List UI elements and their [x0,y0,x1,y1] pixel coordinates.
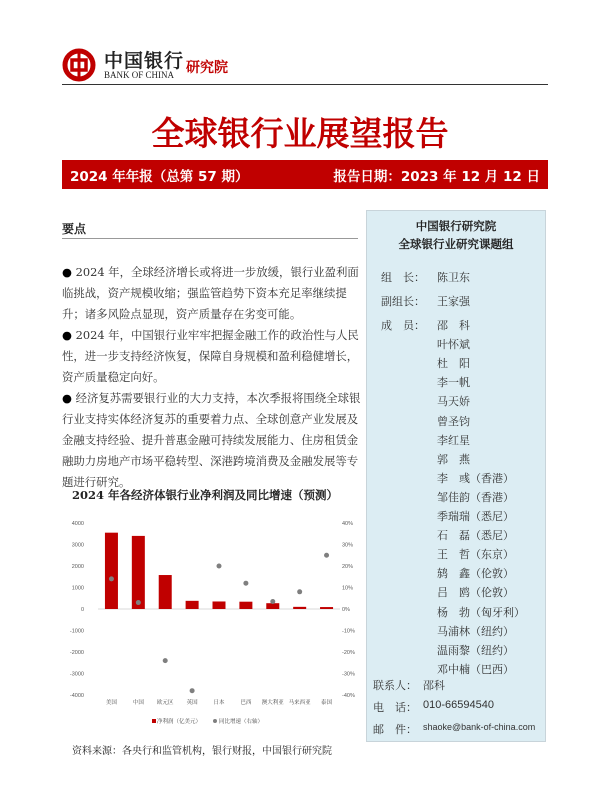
point-yoy-growth [217,564,222,569]
point-yoy-growth [163,658,168,663]
phone-label: 电 话： [373,701,417,714]
key-point: ● 2024 年，中国银行业牢牢把握金融工作的政治性与人民性，进一步支持经济恢复，保障自身规模和盈利稳健增长，资产质量稳定向好。 [62,328,359,384]
bar-net-profit [105,533,118,609]
y-right-tick: 20% [342,564,354,570]
member-name: 李 彧（香港） [437,471,514,485]
deputy-name: 王家强 [437,295,470,308]
contact-label: 联系人： [373,679,417,692]
legend-swatch-bar [152,719,156,723]
legend-label: 同比增速（右轴） [219,719,264,725]
profit-chart [60,510,360,735]
member-name: 石 磊（悉尼） [437,529,514,543]
x-tick: 泰国 [321,700,333,706]
source-note: 资料来源：各央行和监管机构，银行财报，中国银行研究院 [72,746,332,757]
phone-number: 010-66594540 [423,699,494,711]
point-yoy-growth [324,553,329,558]
y-right-tick: 0% [342,607,350,613]
y-right-tick: -30% [342,671,355,678]
y-left-tick: 1000 [71,585,84,592]
y-left-tick: 0 [80,607,84,613]
issue-label: 2024 年年报（总第 57 期） [70,168,249,185]
report-title: 全球银行业展望报告 [151,114,449,153]
header-divider [62,84,548,85]
member-name: 李一帆 [437,376,470,390]
key-point: ● 经济复苏需要银行业的大力支持，本次季报将围绕全球银行业支持实体经济复苏的重要着力点、全球创意产业发展及金融支持经验、提升普惠金融可持续发展能力、住房租赁金融助力房地产市场平稳转型、深港跨境消费及金融发展等专题进行研究。 [62,391,361,489]
email-label: 邮 件： [373,723,417,736]
x-tick: 巴西 [240,700,252,706]
member-name: 马天娇 [437,395,470,409]
logo-cn-name: 中国银行 [104,50,185,72]
member-name: 叶怀斌 [437,338,470,352]
member-name: 邵 科 [437,319,470,332]
key-point: ● 2024 年，全球经济增长或将进一步放缓，银行业盈利面临挑战，资产规模收缩；强监管趋势下资本充足率继续提升；诸多风险点显现，资产质量存在劣变可能。 [62,265,359,321]
member-name: 李红星 [437,433,470,447]
x-tick: 欧元区 [156,700,174,706]
bar-net-profit [159,575,172,609]
member-name: 郭 燕 [437,452,470,466]
key-points-divider [62,238,358,239]
member-name: 邓中楠（巴西） [437,662,514,676]
y-left-tick: -1000 [69,628,84,635]
y-left-tick: -2000 [69,650,84,656]
bar-net-profit [213,601,226,609]
point-yoy-growth [136,600,141,605]
member-name: 鸫 鑫（伦敦） [437,567,514,581]
y-right-tick: -10% [342,628,355,635]
email-link[interactable]: shaoke@bank-of-china.com [423,722,536,732]
y-left-tick: 4000 [71,521,84,527]
bank-of-china-logo [62,48,96,82]
x-tick: 日本 [213,700,225,706]
point-yoy-growth [297,589,302,594]
point-yoy-growth [270,599,275,604]
x-tick: 马来西亚 [288,700,311,706]
y-right-tick: 40% [342,521,354,527]
bar-net-profit [239,602,252,609]
bar-net-profit [132,536,145,609]
leader-label: 组 长： [381,271,425,284]
bar-net-profit [266,603,279,609]
member-name: 马浦林（纽约） [437,624,514,638]
members-label: 成 员： [381,319,425,332]
leader-name: 陈卫东 [437,271,470,284]
member-name: 季瑞瑞（悉尼） [437,510,514,523]
x-tick: 澳大利亚 [261,700,284,706]
logo-en-name: BANK OF CHINA [104,70,175,80]
member-name: 吕 鸥（伦敦） [437,586,514,600]
y-left-tick: -4000 [69,693,84,699]
report-date: 报告日期：2023 年 12 月 12 日 [333,168,540,185]
x-tick: 英国 [186,700,198,706]
member-name: 邹佳韵（香港） [437,490,514,504]
point-yoy-growth [190,688,195,693]
y-left-tick: -3000 [69,671,84,678]
institute-name: 研究院 [186,60,228,76]
issue-banner [62,160,548,189]
y-right-tick: -20% [342,650,355,656]
legend-label: 净利润（亿美元） [157,719,202,725]
panel-org: 中国银行研究院 [415,219,497,233]
bar-net-profit [320,607,333,609]
y-right-tick: -40% [342,693,355,699]
bar-net-profit [293,607,306,609]
contact-name: 邵科 [423,679,445,692]
x-tick: 美国 [105,700,117,706]
key-points-heading: 要点 [62,222,87,236]
y-right-tick: 10% [342,585,354,592]
research-team-panel [366,210,546,742]
chart-title: 2024 年各经济体银行业净利润及同比增速（预测） [72,488,339,502]
legend-swatch-point [213,719,217,723]
point-yoy-growth [109,576,114,581]
x-tick: 中国 [132,700,144,706]
deputy-label: 副组长： [381,295,425,308]
member-name: 曾圣钧 [437,414,470,428]
member-name: 温雨黎（纽约） [437,643,514,657]
member-name: 杜 阳 [437,357,470,371]
panel-group: 全球银行业研究课题组 [398,237,514,251]
point-yoy-growth [243,581,248,586]
member-name: 王 哲（东京） [437,548,514,562]
member-name: 杨 勃（匈牙利） [437,605,525,619]
bar-net-profit [186,601,199,609]
y-left-tick: 3000 [71,542,84,549]
y-right-tick: 30% [342,542,354,549]
y-left-tick: 2000 [71,564,84,570]
